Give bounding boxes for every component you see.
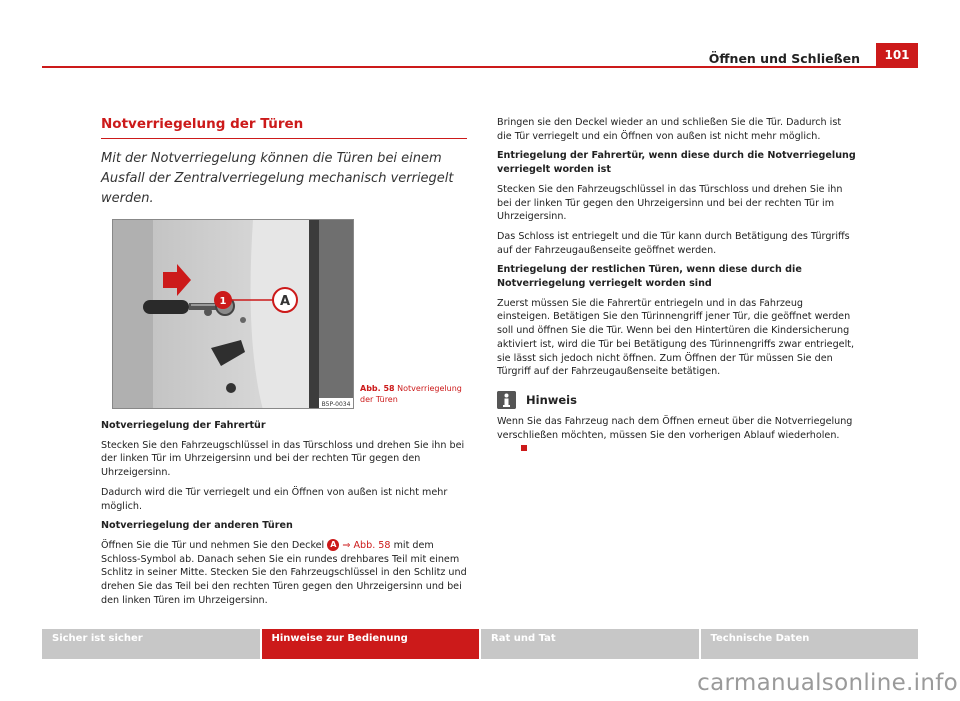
header-rule — [42, 66, 918, 68]
running-header-title: Öffnen und Schließen — [708, 51, 860, 66]
paragraph-text: mit dem Schloss-Symbol ab. Danach sehen Sie ein rundes drehbares Teil mit einem Schlitz in seiner Mitte. Stecken Sie den Fahrzeugschlüssel in den Schlitz und drehen Sie das Teil bei den rechten Türen gegen den Uhrzeigersinn und bei den linken Türen im Uhrzeigersinn. — [101, 539, 467, 606]
door-lock-illustration — [113, 220, 354, 409]
tab-sicher-ist-sicher[interactable]: Sicher ist sicher — [42, 629, 260, 659]
paragraph: Stecken Sie den Fahrzeugschlüssel in das Türschloss und drehen Sie ihn bei der linken Tür gegen den Uhrzeigersinn und bei der rechten Tür im Uhrzeigersinn. — [497, 183, 843, 223]
subhead-driver-door-unlock: Entriegelung der Fahrertür, wenn diese durch die Notverriegelung verriegelt worden ist — [497, 150, 856, 176]
subhead-driver-door-lock: Notverriegelung der Fahrertür — [101, 420, 266, 431]
note-title: Hinweis — [526, 392, 577, 407]
right-column — [497, 116, 857, 456]
figure — [101, 219, 467, 411]
paragraph: Stecken Sie den Fahrzeugschlüssel in das Türschloss und drehen Sie ihn bei der linken Tür im Uhrzeigersinn und bei der rechten Tür gegen den Uhrzeigersinn. — [101, 439, 465, 479]
paragraph-with-reference — [101, 539, 467, 608]
page-number: 101 — [876, 43, 918, 67]
subhead-other-doors-unlock: Entriegelung der restlichen Türen, wenn diese durch die Notverriegelung verriegelt worden sind — [497, 264, 802, 290]
section-intro: Mit der Notverriegelung können die Türen bei einem Ausfall der Zentralverriegelung mechanisch verriegelt werden. — [101, 151, 454, 206]
paragraph: Zuerst müssen Sie die Fahrertür entriegeln und in das Fahrzeug einsteigen. Betätigen Sie den Türinnengriff jener Tür, die geöffnet werden soll und öffnen Sie die Tür. Wenn bei den Hintertüren die Kindersicherung aktiviert ist, wird die Tür bei Betätigung des Türinnengriffs zwar entriegelt, sie lässt sich jedoch nicht öffnen. Zum Öffnen der Tür müssen Sie den Türgriff auf der Fahrzeugaußenseite betätigen. — [497, 297, 855, 378]
figure-image — [112, 219, 354, 409]
callout-a-badge: A — [327, 539, 339, 551]
tab-technische-daten[interactable]: Technische Daten — [701, 629, 919, 659]
section-end-marker-icon — [521, 445, 527, 451]
paragraph: Dadurch wird die Tür verriegelt und ein Öffnen von außen ist nicht mehr möglich. — [101, 486, 448, 512]
callout-a: A — [279, 294, 291, 309]
watermark: carmanualsonline.info — [697, 670, 958, 696]
footer-chapter-tabs — [42, 629, 918, 659]
tab-rat-und-tat[interactable]: Rat und Tat — [481, 629, 699, 659]
callout-1: 1 — [219, 296, 227, 307]
info-icon — [497, 391, 516, 409]
left-column — [101, 116, 467, 607]
paragraph: Das Schloss ist entriegelt und die Tür kann durch Betätigung des Türgriffs auf der Fahrzeugaußenseite geöffnet werden. — [497, 230, 850, 256]
note-header — [497, 391, 857, 409]
figure-code: B5P-0034 — [321, 401, 351, 408]
figure-caption — [360, 383, 470, 405]
figure-label: Abb. 58 — [360, 384, 395, 393]
subhead-other-doors-lock: Notverriegelung der anderen Türen — [101, 520, 293, 532]
paragraph-text: Öffnen Sie die Tür und nehmen Sie den Deckel — [101, 539, 325, 551]
paragraph: Bringen sie den Deckel wieder an und schließen Sie die Tür. Dadurch ist die Tür verriegelt und ein Öffnen von außen ist nicht mehr möglich. — [497, 117, 842, 142]
tab-hinweise-zur-bedienung[interactable]: Hinweise zur Bedienung — [262, 629, 480, 659]
section-title: Notverriegelung der Türen — [101, 116, 467, 139]
figure-caption-text: Notverriegelung der Türen — [360, 384, 462, 404]
note-text-content: Wenn Sie das Fahrzeug nach dem Öffnen erneut über die Notverriegelung verschließen möchten, müssen Sie den vorherigen Ablauf wiederholen. — [497, 415, 853, 441]
figure-reference-link[interactable]: ⇒ Abb. 58 — [342, 539, 391, 551]
note-text — [497, 415, 857, 456]
